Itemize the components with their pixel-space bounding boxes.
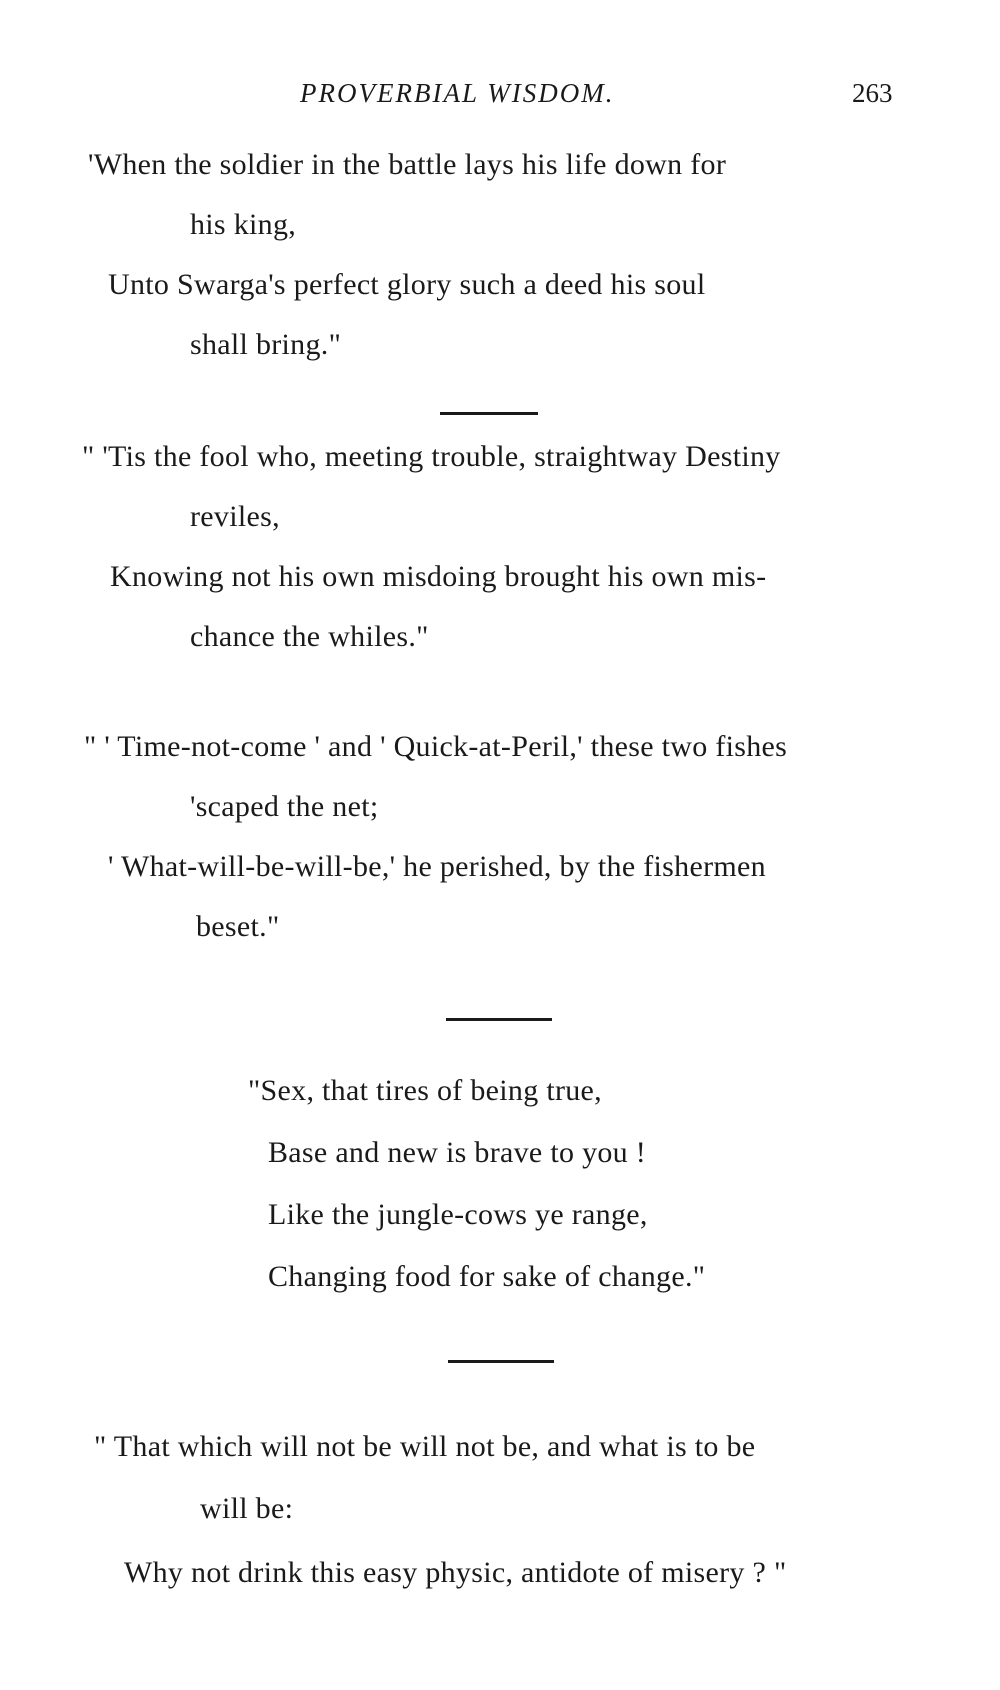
section-divider	[440, 412, 538, 415]
section-divider	[446, 1018, 552, 1021]
verse-3-line-4: beset."	[196, 910, 280, 943]
verse-1-line-4: shall bring."	[190, 328, 342, 361]
verse-4-line-3: Like the jungle-cows ye range,	[268, 1198, 648, 1231]
verse-3-line-1: " ' Time-not-come ' and ' Quick-at-Peril,' these two fishes	[84, 730, 788, 763]
verse-1-line-1: 'When the soldier in the battle lays his life down for	[88, 148, 727, 181]
verse-5-line-3: Why not drink this easy physic, antidote of misery ? "	[124, 1556, 787, 1589]
verse-5-line-2: will be:	[200, 1492, 294, 1525]
verse-3-line-2: 'scaped the net;	[190, 790, 379, 823]
verse-4-line-1: "Sex, that tires of being true,	[248, 1074, 602, 1107]
verse-2-line-2: reviles,	[190, 500, 280, 533]
verse-2-line-3: Knowing not his own misdoing brought his own mis-	[110, 560, 767, 593]
running-header: PROVERBIAL WISDOM.	[300, 78, 615, 108]
verse-2-line-4: chance the whiles."	[190, 620, 429, 653]
page-number: 263	[852, 78, 893, 108]
section-divider	[448, 1360, 554, 1363]
verse-5-line-1: " That which will not be will not be, and what is to be	[94, 1430, 756, 1463]
verse-1-line-3: Unto Swarga's perfect glory such a deed his soul	[108, 268, 706, 301]
verse-4-line-2: Base and new is brave to you !	[268, 1136, 647, 1169]
verse-2-line-1: " 'Tis the fool who, meeting trouble, straightway Destiny	[82, 440, 781, 473]
verse-1-line-2: his king,	[190, 208, 297, 241]
verse-4-line-4: Changing food for sake of change."	[268, 1260, 706, 1293]
verse-3-line-3: ' What-will-be-will-be,' he perished, by the fishermen	[108, 850, 766, 883]
